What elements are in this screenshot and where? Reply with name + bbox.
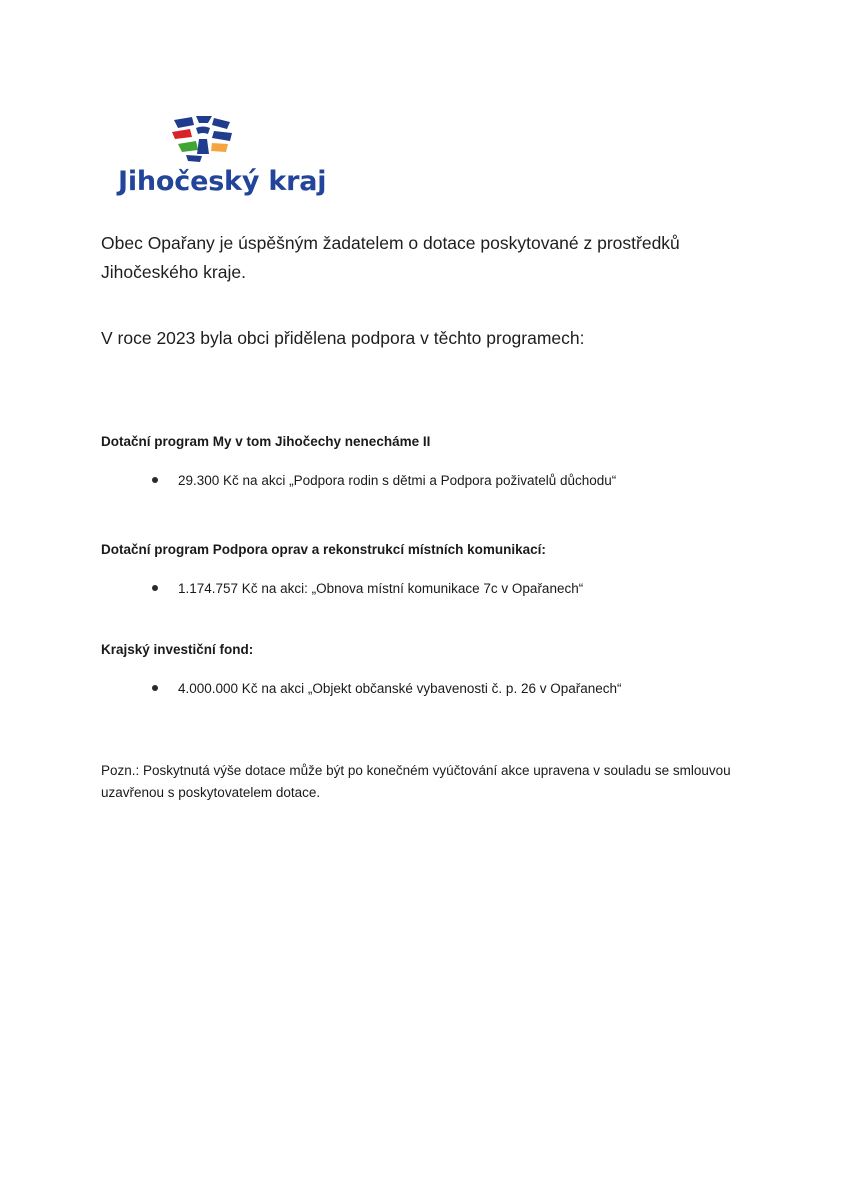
program-item-2 [152, 581, 583, 596]
bullet-icon [152, 585, 158, 591]
jihocesky-kraj-logo [118, 116, 327, 201]
intro-paragraph: Obec Opařany je úspěšným žadatelem o dotace poskytované z prostředků Jihočeského kraje. [101, 233, 680, 282]
program-item-1 [152, 473, 616, 488]
program-title-2: Dotační program Podpora oprav a rekonstrukcí místních komunikací: [101, 542, 546, 557]
bullet-icon [152, 685, 158, 691]
program-title-1: Dotační program My v tom Jihočechy nenecháme II [101, 434, 431, 449]
logo-text: Jihočeský kraj [118, 166, 327, 197]
program-item-3 [152, 681, 622, 696]
program-item-text-1: 29.300 Kč na akci „Podpora rodin s dětmi a Podpora poživatelů důchodu“ [178, 473, 617, 488]
program-title-3: Krajský investiční fond: [101, 642, 254, 657]
program-item-text-3: 4.000.000 Kč na akci „Objekt občanské vybavenosti č. p. 26 v Opařanech“ [178, 681, 622, 696]
intro-subheading: V roce 2023 byla obci přidělena podpora v těchto programech: [101, 328, 585, 348]
bullet-icon [152, 477, 158, 483]
logo-emblem-icon [172, 116, 234, 162]
program-item-text-2: 1.174.757 Kč na akci: „Obnova místní komunikace 7c v Opařanech“ [178, 581, 584, 596]
footnote: Pozn.: Poskytnutá výše dotace může být po konečném vyúčtování akce upravena v souladu se smlouvou uzavřenou s poskytovatelem dotace. [101, 763, 731, 800]
